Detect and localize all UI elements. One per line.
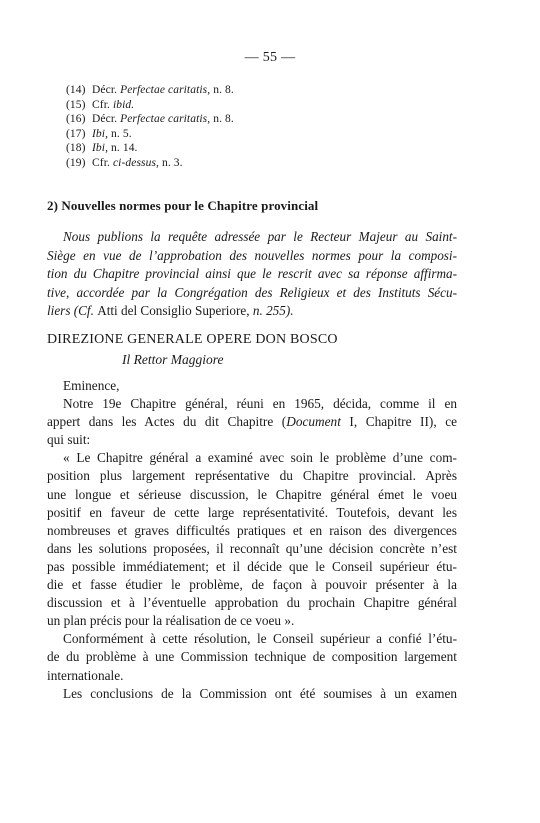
footnote-suffix: n. 8. [213, 84, 234, 96]
quote-line: un plan précis pour la réalisation de ce voeu ». [47, 613, 295, 629]
footnote-prefix: Cfr. [92, 98, 110, 111]
intro-line: Nous publions la requête adressée par le Recteur Majeur au Saint- [63, 229, 457, 244]
footnotes-list [66, 83, 466, 171]
intro-paragraph [47, 228, 457, 321]
section-title: Nouvelles normes pour le Chapitre provincial [61, 198, 319, 213]
footnote-suffix: n. 5. [111, 127, 132, 140]
signatory-title: Il Rettor Maggiore [122, 352, 224, 367]
footnote-number: (17) [66, 127, 86, 140]
page-number-text: — 55 — [244, 50, 296, 65]
footnote-italic: Ibi, [92, 127, 109, 140]
quote-line: position plus largement représentative du Chapitre provincial. Après [47, 468, 457, 484]
quote-line: dans les solutions proposées, il reconnaît qu’une décision concrète n’est [47, 540, 457, 556]
quote-line: die et fasse étudier le problème, de façon à pouvoir présenter à la [47, 577, 457, 593]
footnote-number: (15) [66, 98, 86, 111]
footnote [66, 156, 466, 171]
footnote-prefix: Cfr. [92, 156, 110, 169]
section-heading [47, 198, 318, 214]
footnote [66, 83, 466, 98]
document-reference: Document [286, 414, 341, 430]
intro-ref-number: n. 255). [252, 303, 294, 318]
paragraph-text: appert dans les Actes du dit Chapitre ( [47, 414, 287, 430]
footnote-italic: ci-dessus, [112, 156, 160, 169]
footnote [66, 112, 466, 127]
salutation: Eminence, [63, 378, 120, 393]
footnote-italic: ibid. [112, 98, 135, 111]
footnote-prefix: Décr. [92, 113, 118, 126]
intro-line: Siège en vue de l’approbation des nouvelles normes pour la composi- [47, 247, 457, 263]
letter-body [47, 377, 457, 703]
quote-line: « Le Chapitre général a examiné avec soin le problème d’une com- [63, 450, 457, 466]
intro-last-line [47, 302, 457, 321]
paragraph-line [47, 413, 457, 431]
footnote [66, 98, 466, 113]
footnote-italic: Perfectae caritatis, [120, 84, 211, 96]
footnote [66, 127, 466, 142]
intro-line: tive, accordée par la Congrégation des Religieux et des Instituts Sécu- [47, 284, 457, 300]
quote-line: nombreuses et graves difficultés pratiques et en raison des divergences [47, 522, 457, 538]
footnote-number: (14) [66, 84, 86, 96]
footnote-suffix: n. 3. [162, 156, 183, 169]
intro-line: tion du Chapitre provincial ainsi que le rescrit avec sa réponse affirma- [47, 266, 457, 281]
footnote-number: (16) [66, 113, 86, 126]
paragraph-line: Les conclusions de la Commission ont été soumises à un examen [63, 685, 457, 701]
paragraph-line: internationale. [47, 667, 124, 683]
letterhead: DIREZIONE GENERALE OPERE DON BOSCO [47, 332, 338, 347]
section-number: 2) [47, 198, 59, 213]
paragraph-line: Conformément à cette résolution, le Conseil supérieur a confié l’étu- [63, 631, 457, 647]
quote-line: pas possible immédiatement; et il décide que le Conseil supérieur étu- [47, 558, 457, 574]
footnote-number: (18) [66, 142, 86, 155]
intro-ref-roman: Atti del Consiglio Superiore, [97, 303, 250, 318]
footnote-italic: Ibi, [92, 142, 109, 155]
paragraph-line: qui suit: [47, 432, 91, 448]
footnote-suffix: n. 14. [111, 142, 138, 155]
paragraph-text: I, Chapitre II), ce [340, 414, 457, 430]
quote-line: discussion et à l’éventuelle approbation du prochain Chapitre général [47, 595, 457, 611]
footnote-italic: Perfectae caritatis, [120, 113, 211, 126]
page-number [0, 50, 540, 66]
quote-line: une longue et sérieuse discussion, le Chapitre général émet le voeu [47, 486, 457, 502]
footnote-prefix: Décr. [92, 84, 118, 96]
footnote [66, 141, 466, 156]
footnote-number: (19) [66, 156, 86, 169]
paragraph-line: Notre 19e Chapitre général, réuni en 1965, décida, comme il en [63, 396, 457, 412]
quote-line: positif en faveur de cette large représentativité. Toutefois, devant les [47, 504, 457, 520]
footnote-suffix: n. 8. [213, 113, 234, 126]
paragraph-line: de du problème à une Commission technique de composition largement [47, 649, 457, 665]
intro-ref-italic: liers (Cf. [47, 303, 94, 318]
